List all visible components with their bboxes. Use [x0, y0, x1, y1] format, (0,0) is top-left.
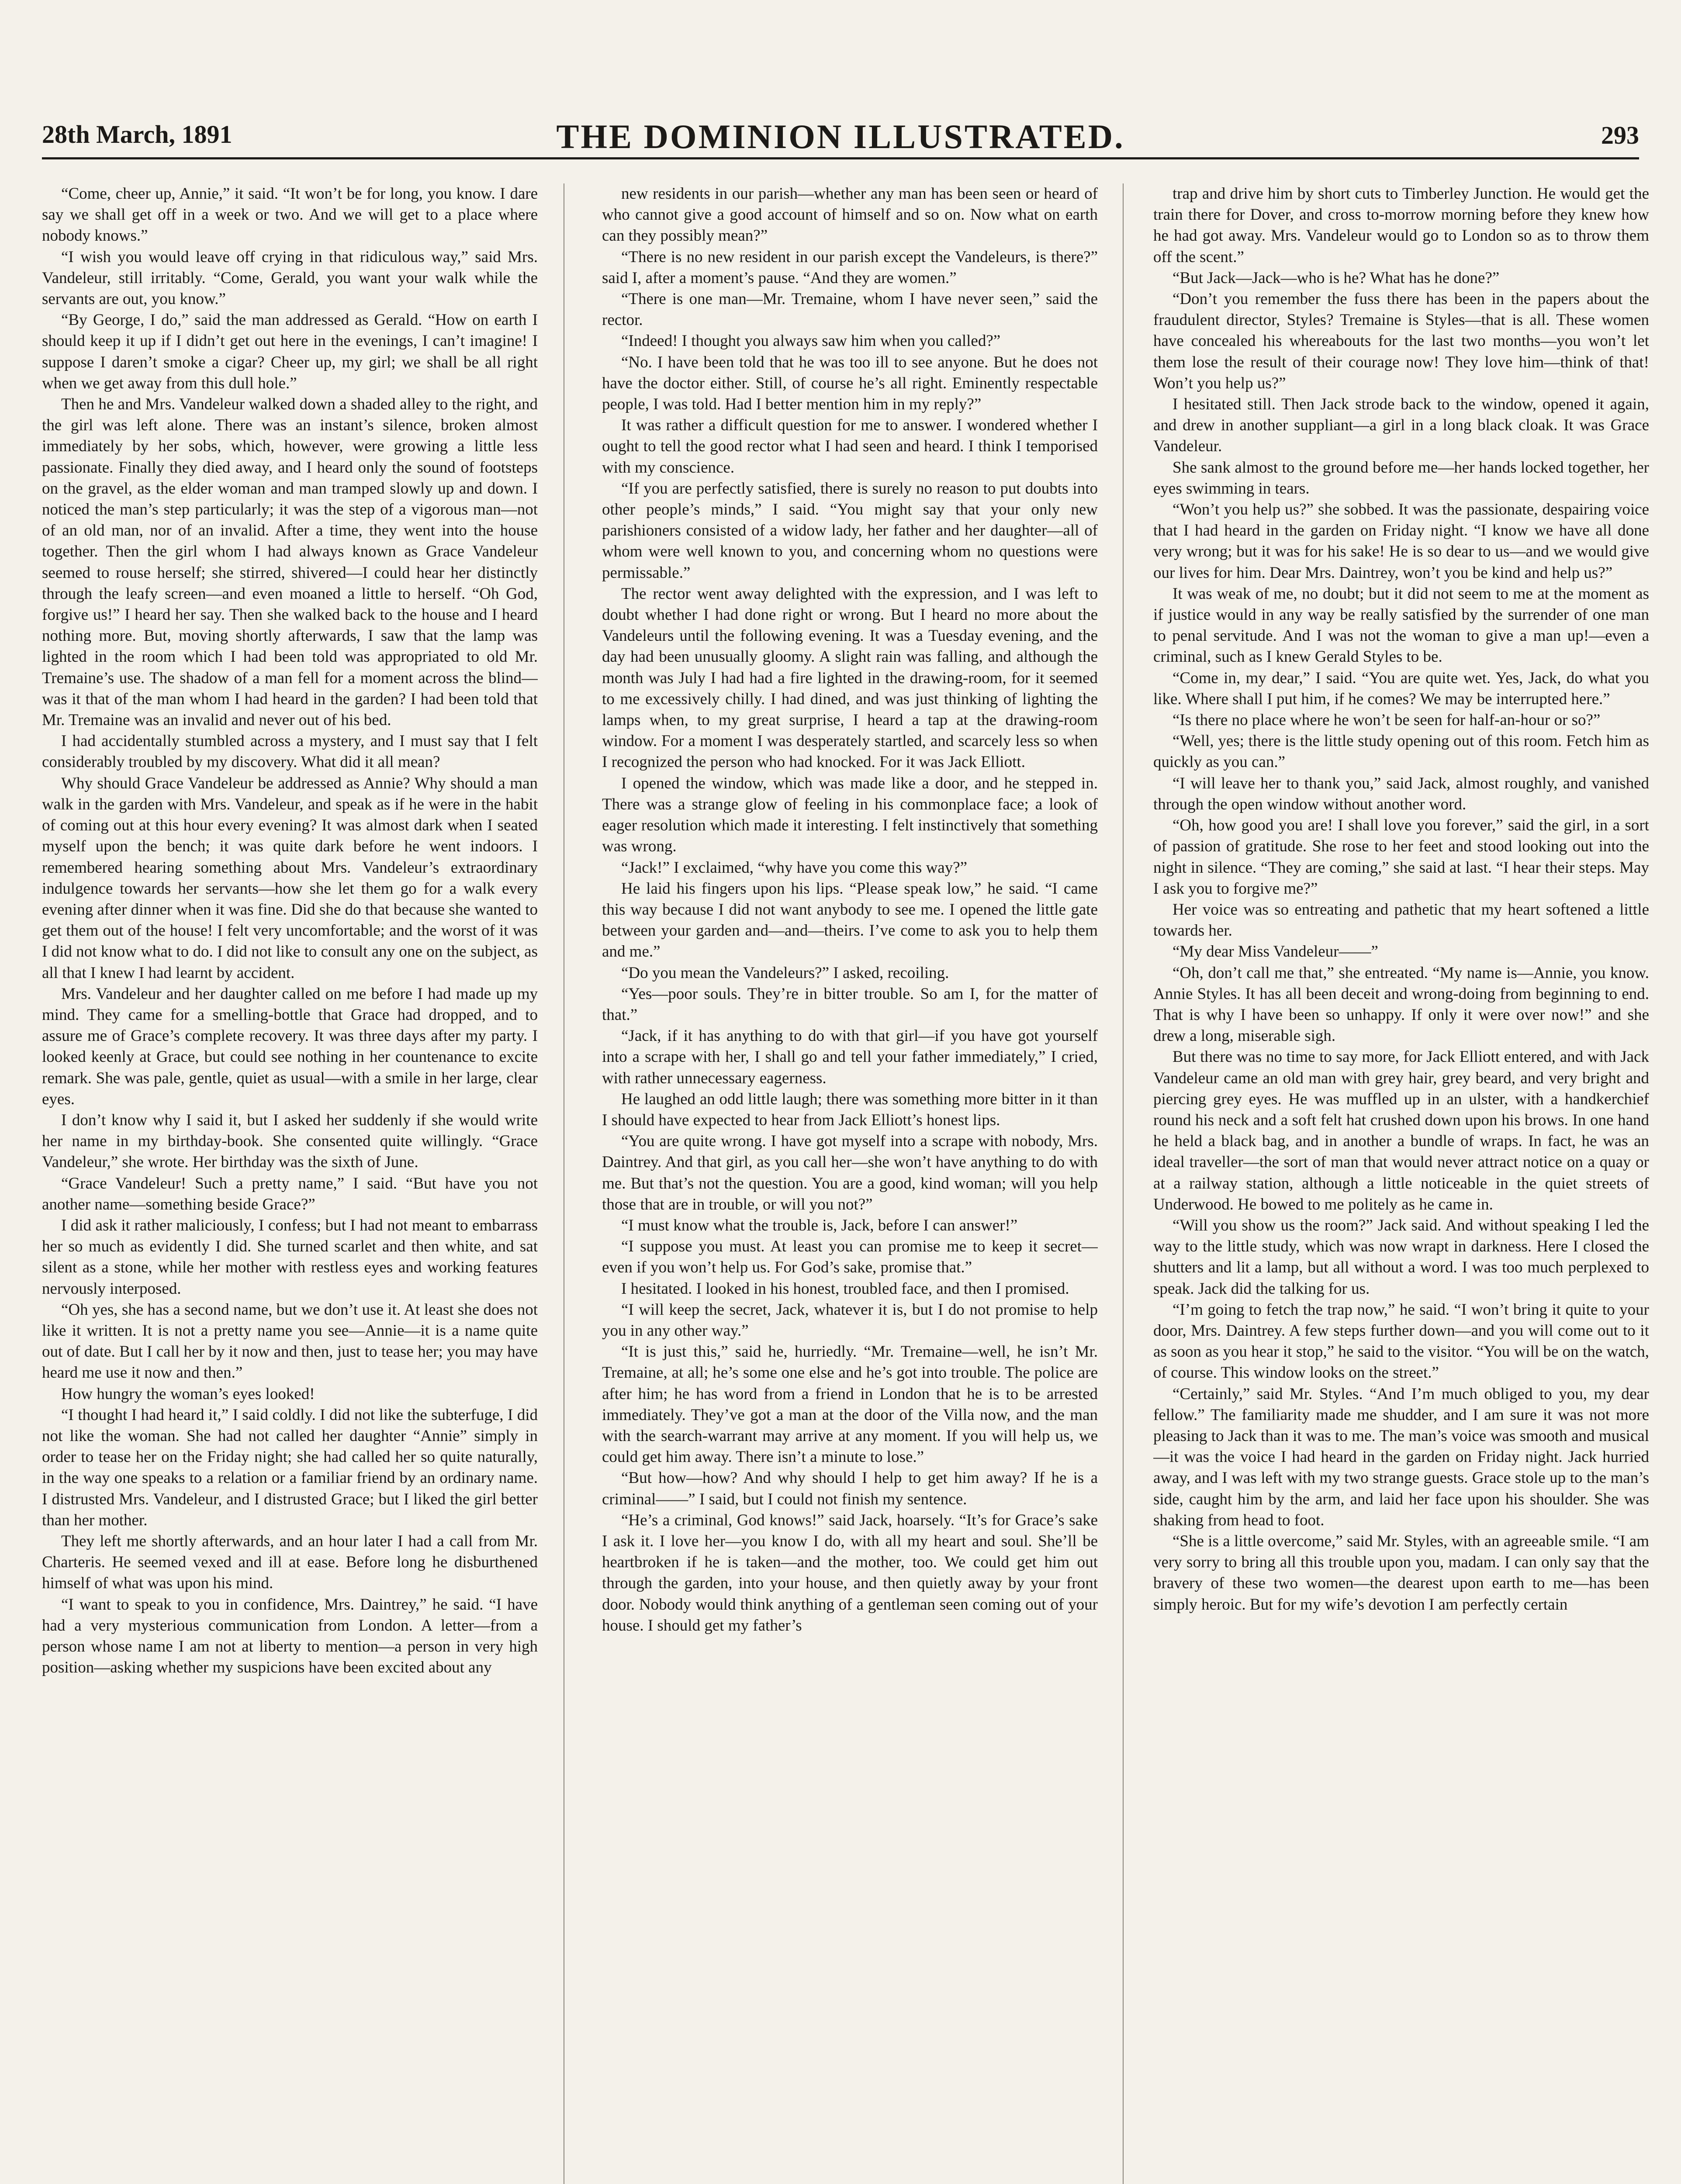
- paragraph: “Yes—poor souls. They’re in bitter trouble. So am I, for the matter of that.”: [602, 985, 1098, 1024]
- issue-date: 28th March, 1891: [42, 120, 232, 149]
- paragraph: “Grace Vandeleur! Such a pretty name,” I said. “But have you not another name—something beside Grace?”: [42, 1174, 538, 1213]
- paragraph: Mrs. Vandeleur and her daughter called on me before I had made up my mind. They came for a smelling-bottle that Grace had dropped, and to assure me of Grace’s complete recovery. It was three days after my party. I looked keenly at Grace, but could see nothing in her countenance to excite remark. She was pale, gentle, quiet as usual—with a smile in her large, clear eyes.: [42, 985, 538, 1108]
- paragraph: “Is there no place where he won’t be seen for half-an-hour or so?”: [1173, 711, 1601, 729]
- paragraph: “There is one man—Mr. Tremaine, whom I have never seen,” said the rector.: [602, 290, 1098, 329]
- paragraph: “I thought I had heard it,” I said coldly. I did not like the subterfuge, I did not like the woman. She had not called her daughter “Annie” simply in order to tease her on the Friday night; she had called her so quite naturally, in the way one speaks to a relation or a familiar friend by an ordinary name. I distrusted Mrs. Vandeleur, and I distrusted Grace; but I liked the girl better than her mother.: [42, 1406, 538, 1529]
- paragraph: “I wish you would leave off crying in that ridiculous way,” said Mrs. Vandeleur, still irritably. “Come, Gerald, you want your walk while the servants are out, you know.”: [42, 248, 538, 308]
- paragraph: “Do you mean the Vandeleurs?” I asked, recoiling.: [621, 964, 949, 982]
- paragraph: “By George, I do,” said the man addressed as Gerald. “How on earth I should keep it up if I didn’t get out here in the evenings, I can’t imagine! I suppose I daren’t smoke a cigar? Cheer up, my girl; we shall be all right when we get away from this dull hole.”: [42, 311, 538, 392]
- paragraph: new residents in our parish—whether any man has been seen or heard of who cannot give a good account of himself and so on. Now what on earth can they possibly mean?”: [602, 185, 1098, 245]
- paragraph: “Will you show us the room?” Jack said. And without speaking I led the way to the little study, which was now wrapt in darkness. Here I closed the shutters and lit a lamp, but all without a word. I was too much perplexed to speak. Jack did the talking for us.: [1153, 1216, 1649, 1298]
- paragraph: He laughed an odd little laugh; there was something more bitter in it than I should have expected to hear from Jack Elliott’s honest lips.: [602, 1090, 1098, 1129]
- paragraph: “Oh, don’t call me that,” she entreated. “My name is—Annie, you know. Annie Styles. It has all been deceit and wrong-doing from beginning to end. That is why I have been so unhappy. If only it were over now!” and she drew a long, miserable sigh.: [1153, 964, 1649, 1045]
- paragraph: “He’s a criminal, God knows!” said Jack, hoarsely. “It’s for Grace’s sake I ask it. I love her—you know I do, with all my heart and soul. She’ll be heartbroken if he is taken—and the mother, too. We could get him out through the garden, into your house, and then quietly away by your front door. Nobody would think anything of a gentleman seen coming out of your house. I should get my father’s: [602, 1511, 1098, 1635]
- paragraph: “Jack, if it has anything to do with that girl—if you have got yourself into a scrape with her, I shall go and tell your father immediately,” I cried, with rather unnecessary eagerness.: [602, 1027, 1098, 1087]
- paragraph: “If you are perfectly satisfied, there is surely no reason to put doubts into other people’s minds,” I said. “You might say that your only new parishioners consisted of a widow lady, her father and her daughter—all of whom were well known to you, and concerning whom no questions were permissable.”: [602, 479, 1098, 582]
- text-column-2: [602, 183, 1098, 2184]
- text-column-1: [42, 183, 538, 2184]
- paragraph: “There is no new resident in our parish except the Vandeleurs, is there?” said I, after a moment’s pause. “And they are women.”: [602, 248, 1098, 287]
- paragraph: They left me shortly afterwards, and an hour later I had a call from Mr. Charteris. He seemed vexed and ill at ease. Before long he disburthened himself of what was upon his mind.: [42, 1532, 538, 1593]
- paragraph: I hesitated still. Then Jack strode back to the window, opened it again, and drew in another suppliant—a girl in a long black cloak. It was Grace Vandeleur.: [1153, 395, 1649, 456]
- paragraph: “Won’t you help us?” she sobbed. It was the passionate, despairing voice that I had heard in the garden on Friday night. “I know we have all done very wrong; but it was for his sake! He is so dear to us—and we would give our lives for him. Dear Mrs. Daintrey, won’t you be kind and help us?”: [1153, 501, 1649, 582]
- paragraph: “Certainly,” said Mr. Styles. “And I’m much obliged to you, my dear fellow.” The familiarity made me shudder, and I am sure it was not more pleasing to Jack than it was to me. The man’s voice was smooth and musical—it was the voice I had heard in the garden on Friday night. Jack hurried away, and I was left with my two strange guests. Grace stole up to the man’s side, caught him by the arm, and laid her face upon his shoulder. She was shaking from head to foot.: [1153, 1385, 1649, 1529]
- paragraph: “Indeed! I thought you always saw him when you called?”: [621, 332, 1001, 350]
- paragraph: “She is a little overcome,” said Mr. Styles, with an agreeable smile. “I am very sorry to bring all this trouble upon you, madam. I can only say that the bravery of these two women—the dearest upon earth to me—has been simply heroic. But for my wife’s devotion I am perfectly certain: [1153, 1532, 1649, 1614]
- paragraph: I hesitated. I looked in his honest, troubled face, and then I promised.: [621, 1279, 1069, 1298]
- paragraph: Then he and Mrs. Vandeleur walked down a shaded alley to the right, and the girl was left alone. There was an instant’s silence, broken almost immediately by her sobs, which, however, were growing a little less passionate. Finally they died away, and I heard only the sound of footsteps on the gravel, as the elder woman and man tramped slowly up and down. I noticed the man’s step particularly; it was the step of a vigorous man—not of an old man, nor of an invalid. After a time, they went into the house together. Then the girl whom I had always known as Grace Vandeleur seemed to rouse herself; she stirred, shivered—I could hear her distinctly through the leafy screen—and even moaned a little to herself. “Oh God, forgive us!” I heard her say. Then she walked back to the house and I heard nothing more. But, moving shortly afterwards, I saw that the lamp was lighted in the room which I had been told was appropriated to old Mr. Tremaine’s use. The shadow of a man fell for a moment across the blind—was it that of the man whom I had heard in the garden? I had been told that Mr. Tremaine was an invalid and never out of his bed.: [42, 395, 538, 729]
- paragraph: “Come in, my dear,” I said. “You are quite wet. Yes, Jack, do what you like. Where shall I put him, if he comes? We may be interrupted here.”: [1153, 669, 1649, 708]
- paragraph: He laid his fingers upon his lips. “Please speak low,” he said. “I came this way because I did not want anybody to see me. I opened the little gate between your garden and—and—theirs. I’ve come to ask you to help them and me.”: [602, 879, 1098, 961]
- paragraph: “But Jack—Jack—who is he? What has he done?”: [1173, 269, 1500, 287]
- paragraph: “But how—how? And why should I help to get him away? If he is a criminal——” I said, but I could not finish my sentence.: [602, 1469, 1098, 1508]
- masthead-title: THE DOMINION ILLUSTRATED.: [556, 117, 1125, 156]
- paragraph: “I must know what the trouble is, Jack, before I can answer!”: [621, 1216, 1018, 1234]
- paragraph: “I will keep the secret, Jack, whatever it is, but I do not promise to help you in any other way.”: [602, 1300, 1098, 1340]
- paragraph: “I want to speak to you in confidence, Mrs. Daintrey,” he said. “I have had a very mysterious communication from London. A letter—from a person whose name I am not at liberty to mention—a person in very high position—asking whether my suspicions have been excited about any: [42, 1595, 538, 1677]
- paragraph: “Oh yes, she has a second name, but we don’t use it. At least she does not like it written. It is not a pretty name you see—Annie—it is a name quite out of date. But I call her by it now and then, just to tease her; you may have heard me use it now and then.”: [42, 1300, 538, 1382]
- paragraph: I don’t know why I said it, but I asked her suddenly if she would write her name in my birthday-book. She consented quite willingly. “Grace Vandeleur,” she wrote. Her birthday was the sixth of June.: [42, 1111, 538, 1171]
- paragraph: I did ask it rather maliciously, I confess; but I had not meant to embarrass her so much as evidently I did. She turned scarlet and then white, and sat silent as a stone, while her mother with restless eyes and working features nervously interposed.: [42, 1216, 538, 1298]
- paragraph: “Jack!” I exclaimed, “why have you come this way?”: [621, 858, 968, 877]
- paragraph: “My dear Miss Vandeleur——”: [1173, 943, 1378, 961]
- paragraph: “I suppose you must. At least you can promise me to keep it secret—even if you won’t help us. For God’s sake, promise that.”: [602, 1237, 1098, 1277]
- paragraph: Her voice was so entreating and pathetic that my heart softened a little towards her.: [1153, 900, 1649, 940]
- page-header: [42, 109, 1639, 159]
- paragraph: “I’m going to fetch the trap now,” he said. “I won’t bring it quite to your door, Mrs. Daintrey. A few steps further down—and you will come out to it as soon as you hear it stop,” he said to the visitor. “You will be on the watch, of course. This window looks on the street.”: [1153, 1300, 1649, 1382]
- paragraph: “Don’t you remember the fuss there has been in the papers about the fraudulent director, Styles? Tremaine is Styles—that is all. These women have concealed his whereabouts for the last two months—you won’t let them lose the result of their courage now! They love him—think of that! Won’t you help us?”: [1153, 290, 1649, 392]
- paragraph: But there was no time to say more, for Jack Elliott entered, and with Jack Vandeleur came an old man with grey hair, grey beard, and very bright and piercing grey eyes. He was muffled up in an ulster, with a handkerchief round his neck and a soft felt hat crushed down upon his brows. In one hand he held a black bag, and in another a bundle of wraps. In fact, he was an ideal traveller—the sort of man that would never attract notice on a quay or at a railway station, although a little noticeable in the quiet streets of Underwood. He bowed to me politely as he came in.: [1153, 1048, 1649, 1213]
- paragraph: trap and drive him by short cuts to Timberley Junction. He would get the train there for Dover, and cross to-morrow morning before they knew how he had got away. Mrs. Vandeleur would go to London so as to throw them off the scent.”: [1153, 185, 1649, 266]
- paragraph: “I will leave her to thank you,” said Jack, almost roughly, and vanished through the open window without another word.: [1153, 774, 1649, 813]
- column-rule: [1123, 183, 1124, 2184]
- paragraph: “No. I have been told that he was too ill to see anyone. But he does not have the doctor either. Still, of course he’s all right. Eminently respectable people, I was told. Had I better mention him in my reply?”: [602, 353, 1098, 414]
- paragraph: I opened the window, which was made like a door, and he stepped in. There was a strange glow of feeling in his commonplace face; a look of eager resolution which made it interesting. I felt instinctively that something was wrong.: [602, 774, 1098, 856]
- paragraph: The rector went away delighted with the expression, and I was left to doubt whether I had done right or wrong. But I heard no more about the Vandeleurs until the following evening. It was a Tuesday evening, and the day had been unusually gloomy. A slight rain was falling, and although the month was July I had had a fire lighted in the drawing-room, for it seemed to me excessively chilly. I had dined, and was just thinking of lighting the lamps when, to my great surprise, I heard a tap at the drawing-room window. For a moment I was desperately startled, and scarcely less so when I recognized the person who had knocked. For it was Jack Elliott.: [602, 584, 1098, 771]
- page-number: 293: [1601, 121, 1639, 149]
- paragraph: Why should Grace Vandeleur be addressed as Annie? Why should a man walk in the garden with Mrs. Vandeleur, and speak as if he were in the habit of coming out at this hour every evening? It was almost dark when I seated myself upon the bench; it was quite dark before he went indoors. I remembered hearing something about Mrs. Vandeleur’s extraordinary indulgence towards her servants—how she let them go for a walk every evening after dinner when it was fine. Did she do that because she wanted to get them out of the house! I felt very uncomfortable; and the worst of it was I did not know what to do. I did not like to consult any one on the subject, as all that I knew I had learnt by accident.: [42, 774, 538, 982]
- paragraph: I had accidentally stumbled across a mystery, and I must say that I felt considerably troubled by my discovery. What did it all mean?: [42, 732, 538, 771]
- paragraph: It was weak of me, no doubt; but it did not seem to me at the moment as if justice would in any way be really satisfied by the surrender of one man to penal servitude. And I was not the woman to give a man up!—even a criminal, such as I knew Gerald Styles to be.: [1153, 584, 1649, 666]
- paragraph: “Come, cheer up, Annie,” it said. “It won’t be for long, you know. I dare say we shall get off in a week or two. And we will get to a place where nobody knows.”: [42, 185, 538, 245]
- paragraph: She sank almost to the ground before me—her hands locked together, her eyes swimming in tears.: [1153, 458, 1649, 498]
- paragraph: “Well, yes; there is the little study opening out of this room. Fetch him as quickly as you can.”: [1153, 732, 1649, 771]
- paragraph: It was rather a difficult question for me to answer. I wondered whether I ought to tell the good rector what I had seen and heard. I think I temporised with my conscience.: [602, 416, 1098, 477]
- paragraph: “Oh, how good you are! I shall love you forever,” said the girl, in a sort of passion of gratitude. She rose to her feet and stood looking out into the night in silence. “They are coming,” she said at last. “I hear their steps. May I ask you to forgive me?”: [1153, 816, 1649, 898]
- paragraph: “You are quite wrong. I have got myself into a scrape with nobody, Mrs. Daintrey. And that girl, as you call her—she won’t have anything to do with me. But that’s not the question. You are a good, kind woman; will you help those that are in trouble, or will you not?”: [602, 1132, 1098, 1213]
- paragraph: “It is just this,” said he, hurriedly. “Mr. Tremaine—well, he isn’t Mr. Tremaine, at all; he’s some one else and he’s got into trouble. The police are after him; he has word from a friend in London that he is to be arrested immediately. They’ve got a man at the door of the Villa now, and the man with the search-warrant may arrive at any moment. If you will help us, we could get him away. There isn’t a minute to lose.”: [602, 1343, 1098, 1466]
- paragraph: How hungry the woman’s eyes looked!: [61, 1385, 315, 1403]
- text-column-3: [1153, 183, 1649, 2184]
